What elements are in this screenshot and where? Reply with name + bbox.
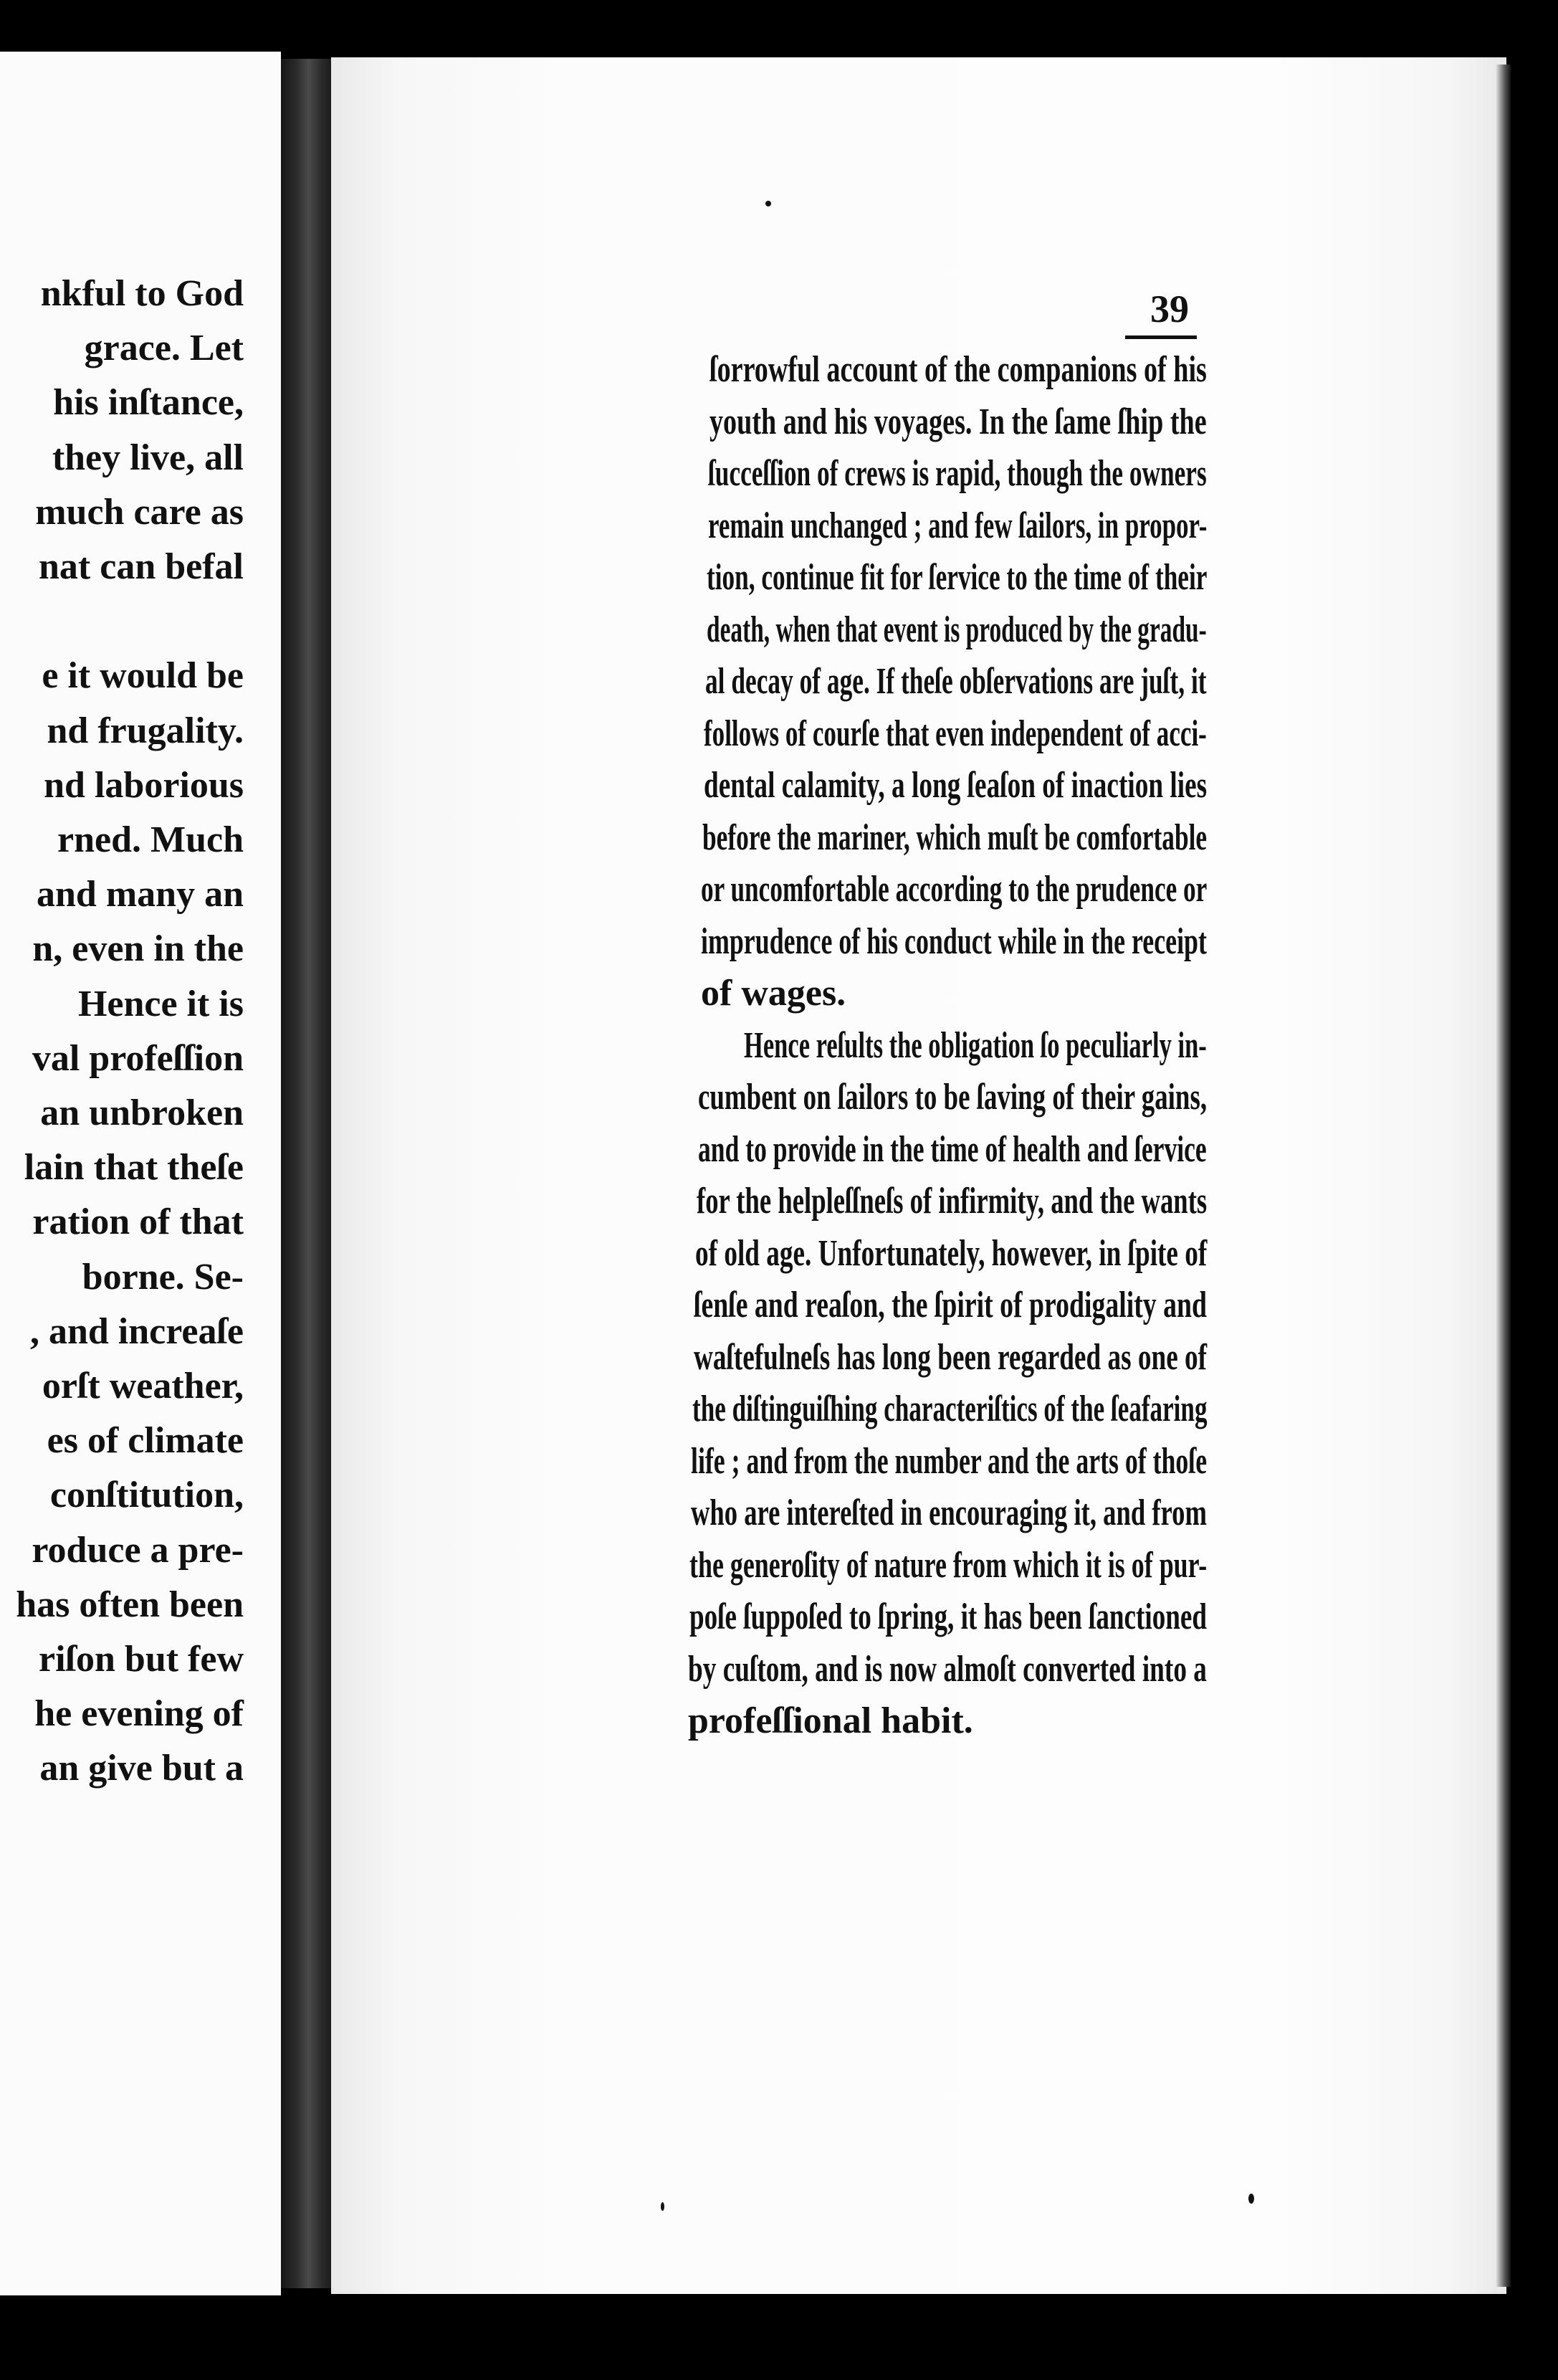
text-line: tion, continue fit for ſervice to the time of their [707,557,1208,598]
text-line: dental calamity, a long ſeaſon of inaction lies [704,765,1208,806]
text-line: by cuſtom, and is now almoſt converted into a [688,1648,1207,1690]
left-page-line: nd frugality. [47,710,244,751]
text-line: who are intereſted in encouraging it, and from [691,1493,1207,1533]
text-line: al decay of age. If theſe obſervations are juſt, it [705,661,1207,702]
left-page-line: orſt weather, [42,1366,244,1407]
left-page-line: n, even in the [32,928,244,970]
text-line: the generoſity of nature from which it is of pur- [689,1544,1208,1586]
page-number: 39 [1150,287,1189,330]
text-line: youth and his voyages. In the ſame ſhip the [709,401,1207,442]
left-page-line: nat can befal [39,546,244,588]
left-page-line: roduce a pre- [32,1529,244,1571]
text-line: Hence reſults the obligation ſo peculiarly in- [744,1024,1207,1066]
text-line: or uncomfortable according to the prudence or [701,869,1208,910]
left-page-line: val profeſſion [32,1037,244,1079]
left-page-line: e it would be [42,655,244,697]
ink-speck [765,201,771,206]
left-page-line: much care as [35,491,244,533]
text-line: death, when that event is produced by the gradu- [707,609,1207,650]
text-line: ſucceſſion of crews is rapid, though the owners [708,453,1207,494]
left-page [0,52,281,2295]
left-page-line: es of climate [47,1420,244,1462]
left-page-line: his inſtance, [53,382,244,424]
text-line: cumbent on ſailors to be ſaving of their gains, [698,1077,1208,1118]
left-page-line: he evening of [34,1693,244,1735]
left-page-line: ration of that [32,1201,244,1243]
left-page-line: grace. Let [84,328,244,369]
text-line: ſenſe and reaſon, the ſpirit of prodigality and [694,1285,1207,1325]
left-page-line: riſon but few [39,1639,244,1680]
text-line: before the mariner, which muſt be comfortable [702,817,1208,858]
left-page-line: conſtitution, [49,1475,244,1516]
text-line: of wages. [701,973,846,1014]
left-page-line: nkful to God [40,273,244,314]
left-page-line: an give but a [39,1748,244,1789]
ink-speck [661,2202,664,2211]
text-line: follows of courſe that even independent of acci- [704,713,1207,754]
text-line: and to provide in the time of health and ſervice [698,1128,1207,1170]
left-page-text [0,267,244,1796]
left-page-line: lain that theſe [24,1147,244,1189]
left-page-line: an unbroken [40,1093,244,1134]
book-gutter [281,59,331,2288]
ink-speck [1248,2194,1254,2204]
text-line: poſe ſuppoſed to ſpring, it has been ſanctioned [689,1596,1208,1637]
text-line: of old age. Unfortunately, however, in ſpite of [695,1232,1208,1274]
text-line: the diſtinguiſhing characteriſtics of the ſeafaring [692,1389,1208,1429]
text-line: life ; and from the number and the arts of thoſe [691,1440,1208,1482]
page-edge [1496,65,1511,2287]
right-page-text [360,344,1506,1748]
left-page-line: nd laborious [44,764,244,806]
text-line: remain unchanged ; and few ſailors, in propor- [708,505,1208,546]
page-number-rule [1125,335,1197,339]
text-line: ſorrowful account of the companions of his [709,349,1207,390]
left-page-line: they live, all [52,437,244,478]
left-page-line: Hence it is [77,983,244,1024]
text-line: imprudence of his conduct while in the receipt [701,920,1207,962]
text-line: profeſſional habit. [688,1700,973,1741]
text-line: waſtefulneſs has long been regarded as one of [694,1336,1208,1378]
text-line: for the helpleſſneſs of infirmity, and the wants [697,1181,1208,1222]
left-page-line [0,594,244,649]
left-page-line: and many an [37,874,244,915]
right-page [331,57,1506,2294]
left-page-line: , and increaſe [29,1310,244,1352]
left-page-line: has often been [16,1584,244,1625]
left-page-line: rned. Much [57,819,244,861]
left-page-line: borne. Se- [82,1256,244,1298]
